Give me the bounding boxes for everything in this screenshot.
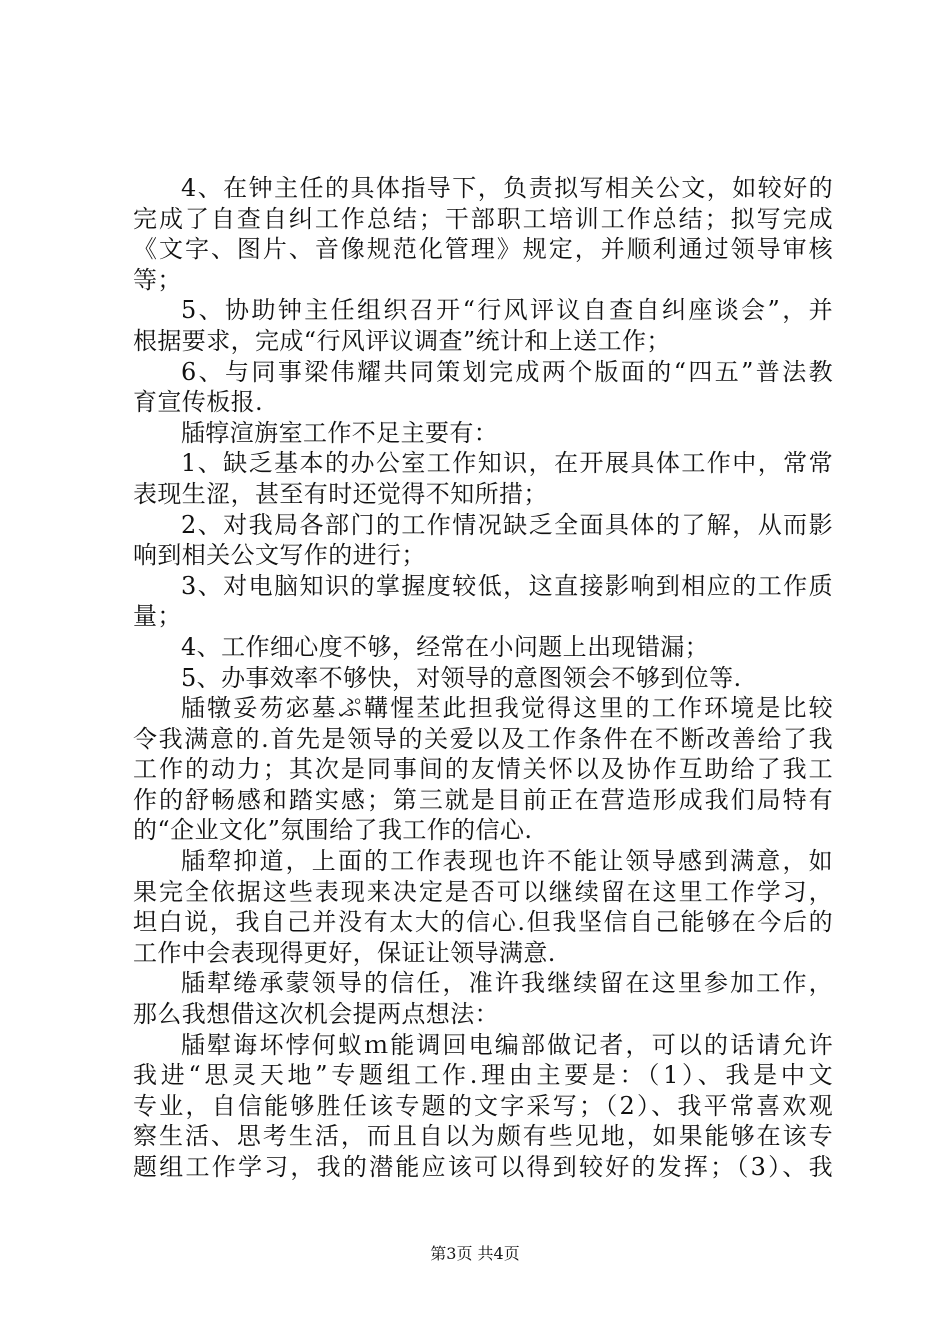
text-line-18: 牐犜妥芴宓墓ぷ鞲惺苤此担我觉得这里的工作环境是比较	[181, 694, 833, 723]
text-line-21: 作的舒畅感和踏实感；第三就是目前正在营造形成我们局特有	[133, 785, 833, 814]
text-line-8: 育宣传板报.	[133, 388, 264, 417]
text-line-7: 6、与同事梁伟耀共同策划完成两个版面的“四五”普法教	[181, 357, 833, 386]
text-line-23: 牐犂抑道，上面的工作表现也许不能让领导感到满意，如	[181, 847, 833, 876]
page-number-footer: 第3页 共4页	[430, 1244, 520, 1263]
text-line-2: 完成了自查自纠工作总结；干部职工培训工作总结；拟写完成	[133, 204, 833, 233]
text-line-28: 那么我想借这次机会提两点想法：	[133, 1000, 499, 1029]
text-line-29: 牐犚诲坏悖何蚁ｍ能调回电编部做记者，可以的话请允许	[181, 1030, 833, 1059]
text-line-6: 根据要求，完成“行风评议调查”统计和上送工作；	[133, 326, 671, 355]
text-line-12: 2、对我局各部门的工作情况缺乏全面具体的了解，从而影	[181, 510, 833, 539]
text-line-13: 响到相关公文写作的进行；	[133, 541, 426, 570]
text-line-14: 3、对电脑知识的掌握度较低，这直接影响到相应的工作质	[181, 571, 833, 600]
text-line-3: 《文字、图片、音像规范化管理》规定，并顺利通过领导审核	[133, 235, 833, 264]
text-line-32: 察生活、思考生活，而且自以为颇有些见地，如果能够在该专	[133, 1122, 833, 1151]
text-line-24: 果完全依据这些表现来决定是否可以继续留在这里工作学习，	[133, 877, 833, 906]
document-body	[133, 173, 833, 1183]
text-line-30: 我进“思灵天地”专题组工作.理由主要是：（1）、我是中文	[133, 1061, 833, 1090]
text-line-9: 牐犉渲旃室工作不足主要有：	[181, 418, 499, 447]
text-line-15: 量；	[133, 602, 182, 631]
text-line-19: 令我满意的.首先是领导的关爱以及工作条件在不断改善给了我	[133, 724, 833, 753]
text-line-33: 题组工作学习，我的潜能应该可以得到较好的发挥；（3）、我	[133, 1153, 833, 1181]
text-line-10: 1、缺乏基本的办公室工作知识，在开展具体工作中，常常	[181, 449, 833, 478]
text-line-31: 专业，自信能够胜任该专题的文字采写；（2）、我平常喜欢观	[133, 1091, 833, 1120]
text-line-11: 表现生涩，甚至有时还觉得不知所措；	[133, 479, 548, 508]
text-line-16: 4、工作细心度不够，经常在小问题上出现错漏；	[181, 632, 710, 661]
text-line-26: 工作中会表现得更好，保证让领导满意.	[133, 938, 556, 967]
text-line-4: 等；	[133, 265, 182, 294]
text-line-17: 5、办事效率不够快，对领导的意图领会不够到位等.	[181, 663, 742, 692]
text-line-20: 工作的动力；其次是同事间的友情关怀以及协作互助给了我工	[133, 755, 833, 784]
text-line-5: 5、协助钟主任组织召开“行风评议自查自纠座谈会”，并	[181, 296, 833, 325]
text-line-25: 坦白说，我自己并没有太大的信心.但我坚信自己能够在今后的	[133, 908, 833, 937]
text-line-27: 牐犎绻承蒙领导的信任，准许我继续留在这里参加工作，	[181, 969, 833, 998]
text-line-22: 的“企业文化”氛围给了我工作的信心.	[133, 816, 533, 845]
text-line-1: 4、在钟主任的具体指导下，负责拟写相关公文，如较好的	[181, 174, 833, 202]
